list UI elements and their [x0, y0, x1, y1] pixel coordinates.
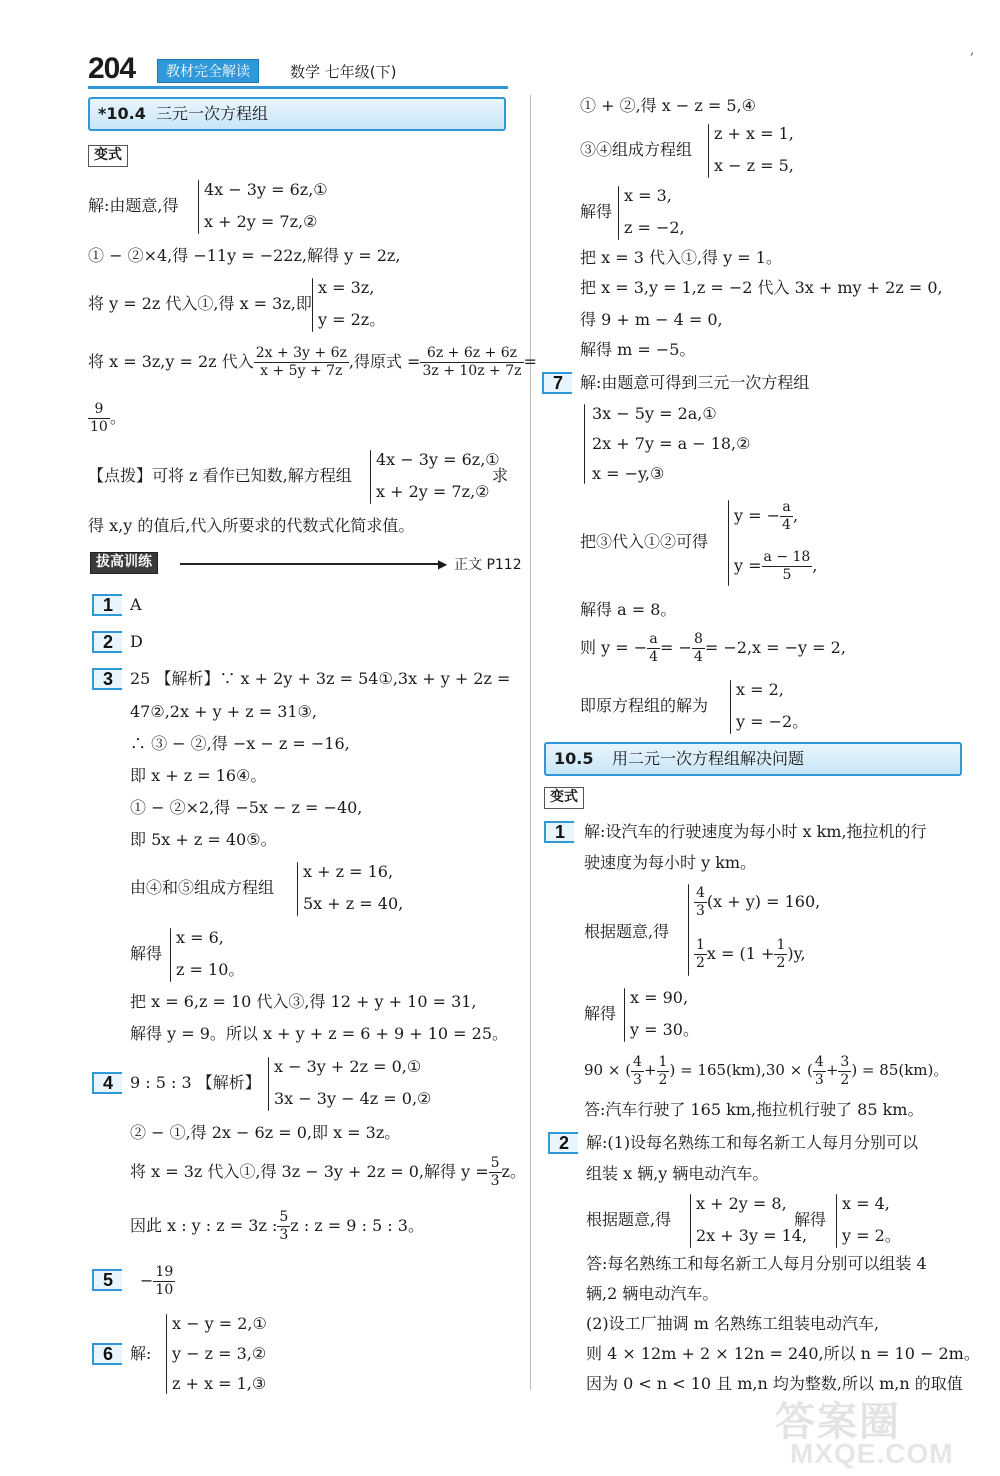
text-line: 解:由题意可得到三元一次方程组: [580, 373, 810, 392]
text-line: 得 9 + m − 4 = 0,: [580, 310, 723, 329]
text-line: ③④组成方程组: [580, 140, 693, 159]
fraction: [88, 401, 110, 436]
text-line: 解:设汽车的行驶速度为每小时 x km,拖拉机的行: [584, 822, 927, 841]
numerator: 5: [279, 1209, 289, 1225]
fraction: [254, 345, 349, 380]
equation: [694, 934, 806, 974]
equation: x = 6,: [176, 928, 224, 947]
denominator: 4: [649, 649, 659, 665]
denominator: 10: [155, 1282, 174, 1298]
denominator: 3: [814, 1071, 824, 1088]
denominator: 5: [782, 567, 792, 583]
numerator: 1: [658, 1053, 668, 1070]
equation: x + 2y = 8,: [696, 1194, 787, 1213]
text-line: 即 5x + z = 40⑤。: [130, 830, 277, 849]
text-span: 90 × (: [584, 1061, 632, 1079]
equation: x + 2y = 7z,②: [204, 212, 318, 231]
tip-text: 求: [492, 466, 509, 485]
text-line: [580, 628, 846, 668]
column-divider: [530, 95, 531, 1390]
section-number: 10.5: [554, 749, 594, 768]
equation: 5x + z = 40,: [303, 894, 404, 913]
text-span: 则 y = −: [580, 638, 648, 657]
system-brace: [728, 500, 729, 586]
numerator: 5: [490, 1155, 500, 1171]
text-span: = −2,x = −y = 2,: [704, 638, 846, 657]
question-number: 1: [92, 594, 122, 616]
denominator: 3: [490, 1173, 500, 1189]
equation: y = 2z。: [318, 310, 386, 329]
numerator: a: [780, 499, 793, 517]
system-brace: [166, 1314, 167, 1394]
fraction: [692, 631, 705, 666]
result-line: [88, 398, 126, 438]
fraction: [813, 1054, 826, 1089]
denominator: 3: [279, 1227, 289, 1243]
text-line: 组装 x 辆,y 辆电动汽车。: [586, 1164, 769, 1183]
equation: [694, 882, 820, 922]
equation: x − z = 5,: [714, 156, 794, 175]
equation: z + x = 1,③: [172, 1374, 267, 1393]
text-span: 因此 x : y : z = 3z :: [130, 1216, 278, 1235]
fraction: [774, 937, 787, 972]
equation: z + x = 1,: [714, 124, 794, 143]
text-span: +: [643, 1061, 657, 1079]
text-line: ② − ①,得 2x − 6z = 0,即 x = 3z。: [130, 1123, 401, 1142]
text-line: 解:: [130, 1344, 152, 1363]
text-line: 解得: [580, 202, 613, 221]
fraction: [838, 1054, 851, 1089]
equation: x − 3y + 2z = 0,①: [274, 1057, 422, 1076]
text-line: 25 【解析】∵ x + 2y + 3z = 54①,3x + y + 2z =: [130, 669, 511, 688]
text-line: 把 x = 3,y = 1,z = −2 代入 3x + my + 2z = 0,: [580, 278, 943, 297]
denominator: 10: [90, 419, 108, 435]
text-span: (1 +: [739, 944, 775, 963]
text-span: z : z = 9 : 5 : 3。: [290, 1216, 424, 1235]
text-line: (2)设工厂抽调 m 名熟练工组装电动汽车,: [586, 1314, 880, 1333]
question-number: 4: [92, 1072, 122, 1094]
text-span: ) = 85(km)。: [851, 1061, 949, 1079]
equation: 4x − 3y = 6z,①: [204, 180, 328, 199]
watermark-logo: 答案圈: [775, 1400, 901, 1444]
text-span: 。: [109, 408, 126, 427]
equation: x = 90,: [630, 988, 689, 1007]
text-line: [584, 1050, 948, 1090]
text-line: 9 : 5 : 3 【解析】: [130, 1073, 261, 1092]
equation: x − y = 2,①: [172, 1314, 267, 1333]
fraction: [762, 549, 813, 584]
section-name: 用二元一次方程组解决问题: [612, 749, 805, 768]
numerator: 1: [696, 937, 705, 953]
text-line: 把 x = 6,z = 10 代入③,得 12 + y + 10 = 31,: [130, 992, 477, 1011]
numerator: a − 18: [763, 549, 811, 565]
text-line: 根据题意,得: [586, 1210, 672, 1229]
section-name: 三元一次方程组: [156, 104, 269, 123]
text-span: y = −: [734, 506, 781, 525]
text-span: ,: [792, 506, 799, 525]
denominator: 3: [696, 903, 705, 919]
equation: y − z = 3,②: [172, 1344, 267, 1363]
text-line: 解得: [794, 1210, 827, 1229]
fraction: [694, 885, 707, 920]
system-brace: [688, 884, 689, 976]
system-brace: [708, 124, 709, 178]
question-number: 5: [92, 1269, 122, 1291]
system-brace: [730, 680, 731, 734]
denominator: 4: [782, 517, 791, 533]
question-number: 1: [544, 821, 574, 843]
equation: x = 4,: [842, 1194, 890, 1213]
equation: 4x − 3y = 6z,①: [376, 450, 500, 469]
text-span: 将 x = 3z 代入①,得 3z − 3y + 2z = 0,解得 y =: [130, 1162, 489, 1181]
equation: 2x + 7y = a − 18,②: [592, 434, 751, 453]
fraction: [277, 1209, 290, 1244]
system-brace: [268, 1057, 269, 1111]
text-line: 把③代入①②可得: [580, 532, 709, 551]
text-line: 答:每名熟练工和每名新工人每月分别可以组装 4: [586, 1254, 927, 1273]
tip-text: 【点拨】可将 z 看作已知数,解方程组: [88, 466, 352, 485]
tip-text: 得 x,y 的值后,代入所要求的代数式化简求值。: [88, 516, 415, 535]
fraction: [153, 1264, 175, 1299]
text-line: 辆,2 辆电动汽车。: [586, 1284, 719, 1303]
answer: D: [130, 632, 143, 651]
text-line: 47②,2x + y + z = 31③,: [130, 702, 317, 721]
equation: x = 3z,: [318, 278, 375, 297]
text-line: 解得 y = 9。所以 x + y + z = 6 + 9 + 10 = 25。: [130, 1024, 509, 1043]
equation: x = 2,: [736, 680, 784, 699]
substitution-line: [88, 342, 537, 382]
page-reference: 正文 P112: [454, 557, 522, 573]
answer: A: [130, 595, 142, 614]
text-span: z。: [501, 1162, 526, 1181]
minus-sign: −: [140, 1271, 154, 1290]
book-title-badge: 教材完全解读: [157, 59, 259, 83]
text-line: 即 x + z = 16④。: [130, 766, 267, 785]
fraction: [780, 499, 793, 534]
system-brace: [370, 450, 371, 504]
watermark-url: MXQE.COM: [790, 1438, 954, 1469]
header-rule: [88, 86, 508, 89]
numerator: 6z + 6z + 6z: [420, 345, 523, 363]
text-line: 解得: [130, 944, 163, 963]
text-line: 驶速度为每小时 y km。: [584, 853, 757, 872]
denominator: 4: [693, 649, 703, 665]
section-title-10-5: [544, 742, 962, 776]
text-line: ① − ②×2,得 −5x − z = −40,: [130, 798, 363, 817]
text-line: 解得 a = 8。: [580, 600, 677, 619]
equation: z = −2,: [624, 218, 685, 237]
system-brace: [198, 180, 199, 234]
text-span: x =: [706, 944, 735, 963]
text-span: ,得原式 =: [348, 352, 421, 371]
numerator: 4: [814, 1053, 824, 1070]
text-span: )y,: [787, 944, 806, 963]
fraction: [631, 1054, 644, 1089]
equation: z = 10。: [176, 960, 245, 979]
system-brace: [170, 928, 171, 982]
denominator: 2: [696, 955, 705, 971]
numerator: 3: [840, 1053, 850, 1070]
text-line: 解:(1)设每名熟练工和每名新工人每月分别可以: [586, 1133, 919, 1152]
equation: 3x − 5y = 2a,①: [592, 404, 717, 423]
text-line: ① − ②×4,得 −11y = −22z,解得 y = 2z,: [88, 246, 401, 265]
corner-mark: ,: [970, 42, 975, 58]
text-line: 将 y = 2z 代入①,得 x = 3z,即: [88, 294, 312, 313]
numerator: 19: [155, 1264, 174, 1280]
text-line: 根据题意,得: [584, 922, 670, 941]
numerator: 4: [633, 1053, 642, 1070]
training-tag: 拔高训练: [90, 552, 158, 574]
text-line: ∴ ③ − ②,得 −x − z = −16,: [130, 734, 350, 753]
text-span: 将 x = 3z,y = 2z 代入: [88, 352, 254, 371]
text-line: 解:由题意,得: [88, 196, 179, 215]
variant-tag: 变式: [544, 787, 584, 809]
question-number: 2: [548, 1132, 578, 1154]
arrow-line: [180, 563, 440, 565]
text-span: +: [825, 1061, 839, 1079]
fraction: [420, 345, 523, 380]
system-brace: [836, 1194, 837, 1248]
equation: 3x − 3y − 4z = 0,②: [274, 1089, 432, 1108]
fraction: [647, 631, 660, 666]
section-title-10-4: [88, 97, 506, 131]
equation: x = 3,: [624, 186, 672, 205]
text-line: [130, 1152, 526, 1192]
text-span: = −: [660, 638, 692, 657]
numerator: 1: [776, 937, 786, 953]
text-span: y =: [734, 556, 762, 575]
question-number: 6: [92, 1343, 122, 1365]
denominator: 2: [776, 955, 786, 971]
variant-tag: 变式: [88, 145, 128, 167]
fraction: [694, 937, 707, 972]
text-line: 解得 m = −5。: [580, 340, 696, 359]
equation: 2x + 3y = 14,: [696, 1226, 808, 1245]
question-number: 3: [92, 668, 122, 690]
equation: y = 30。: [630, 1020, 699, 1039]
text-line: ① + ②,得 x − z = 5,④: [580, 96, 756, 115]
fraction: [657, 1054, 670, 1089]
text-line: 因为 0 < n < 10 且 m,n 均为整数,所以 m,n 的取值: [586, 1374, 963, 1393]
equation: x + 2y = 7z,②: [376, 482, 490, 501]
fraction: [489, 1155, 502, 1190]
equation: x + z = 16,: [303, 862, 394, 881]
text-span: (x + y) = 160,: [706, 892, 821, 911]
question-number: 2: [92, 631, 122, 653]
denominator: 2: [840, 1071, 850, 1088]
numerator: 9: [88, 401, 110, 419]
system-brace: [618, 186, 619, 240]
numerator: 8: [693, 631, 703, 647]
system-brace: [312, 278, 313, 332]
system-brace: [297, 862, 298, 916]
equation: y = 2。: [842, 1226, 901, 1245]
answer: [140, 1262, 175, 1300]
question-number: 7: [542, 372, 572, 394]
numerator: a: [647, 631, 660, 649]
text-span: =: [523, 352, 537, 371]
text-line: 解得: [584, 1004, 617, 1023]
equation: x = −y,③: [592, 464, 665, 483]
denominator: 2: [658, 1071, 668, 1088]
system-brace: [584, 404, 585, 484]
equation: [734, 546, 817, 586]
equation: [734, 496, 798, 536]
text-line: 由④和⑤组成方程组: [130, 878, 275, 897]
section-number: *10.4: [98, 104, 146, 123]
text-span: ,: [812, 556, 818, 575]
numerator: 2x + 3y + 6z: [255, 345, 347, 361]
numerator: 4: [696, 885, 705, 901]
text-span: ) = 165(km),30 × (: [669, 1061, 813, 1079]
page-number: 204: [88, 52, 136, 85]
arrow-right-icon: ▶: [438, 557, 448, 571]
text-line: 答:汽车行驶了 165 km,拖拉机行驶了 85 km。: [584, 1100, 924, 1119]
text-line: 把 x = 3 代入①,得 y = 1。: [580, 248, 782, 267]
denominator: 3: [633, 1071, 642, 1088]
text-line: [130, 1206, 424, 1246]
equation: y = −2。: [736, 712, 809, 731]
denominator: x + 5y + 7z: [260, 363, 343, 379]
system-brace: [690, 1194, 691, 1248]
text-line: 即原方程组的解为: [580, 696, 709, 715]
text-line: 则 4 × 12m + 2 × 12n = 240,所以 n = 10 − 2m。: [586, 1344, 980, 1363]
subject-grade: 数学 七年级(下): [290, 63, 397, 81]
denominator: 3z + 10z + 7z: [422, 363, 522, 379]
system-brace: [624, 988, 625, 1042]
